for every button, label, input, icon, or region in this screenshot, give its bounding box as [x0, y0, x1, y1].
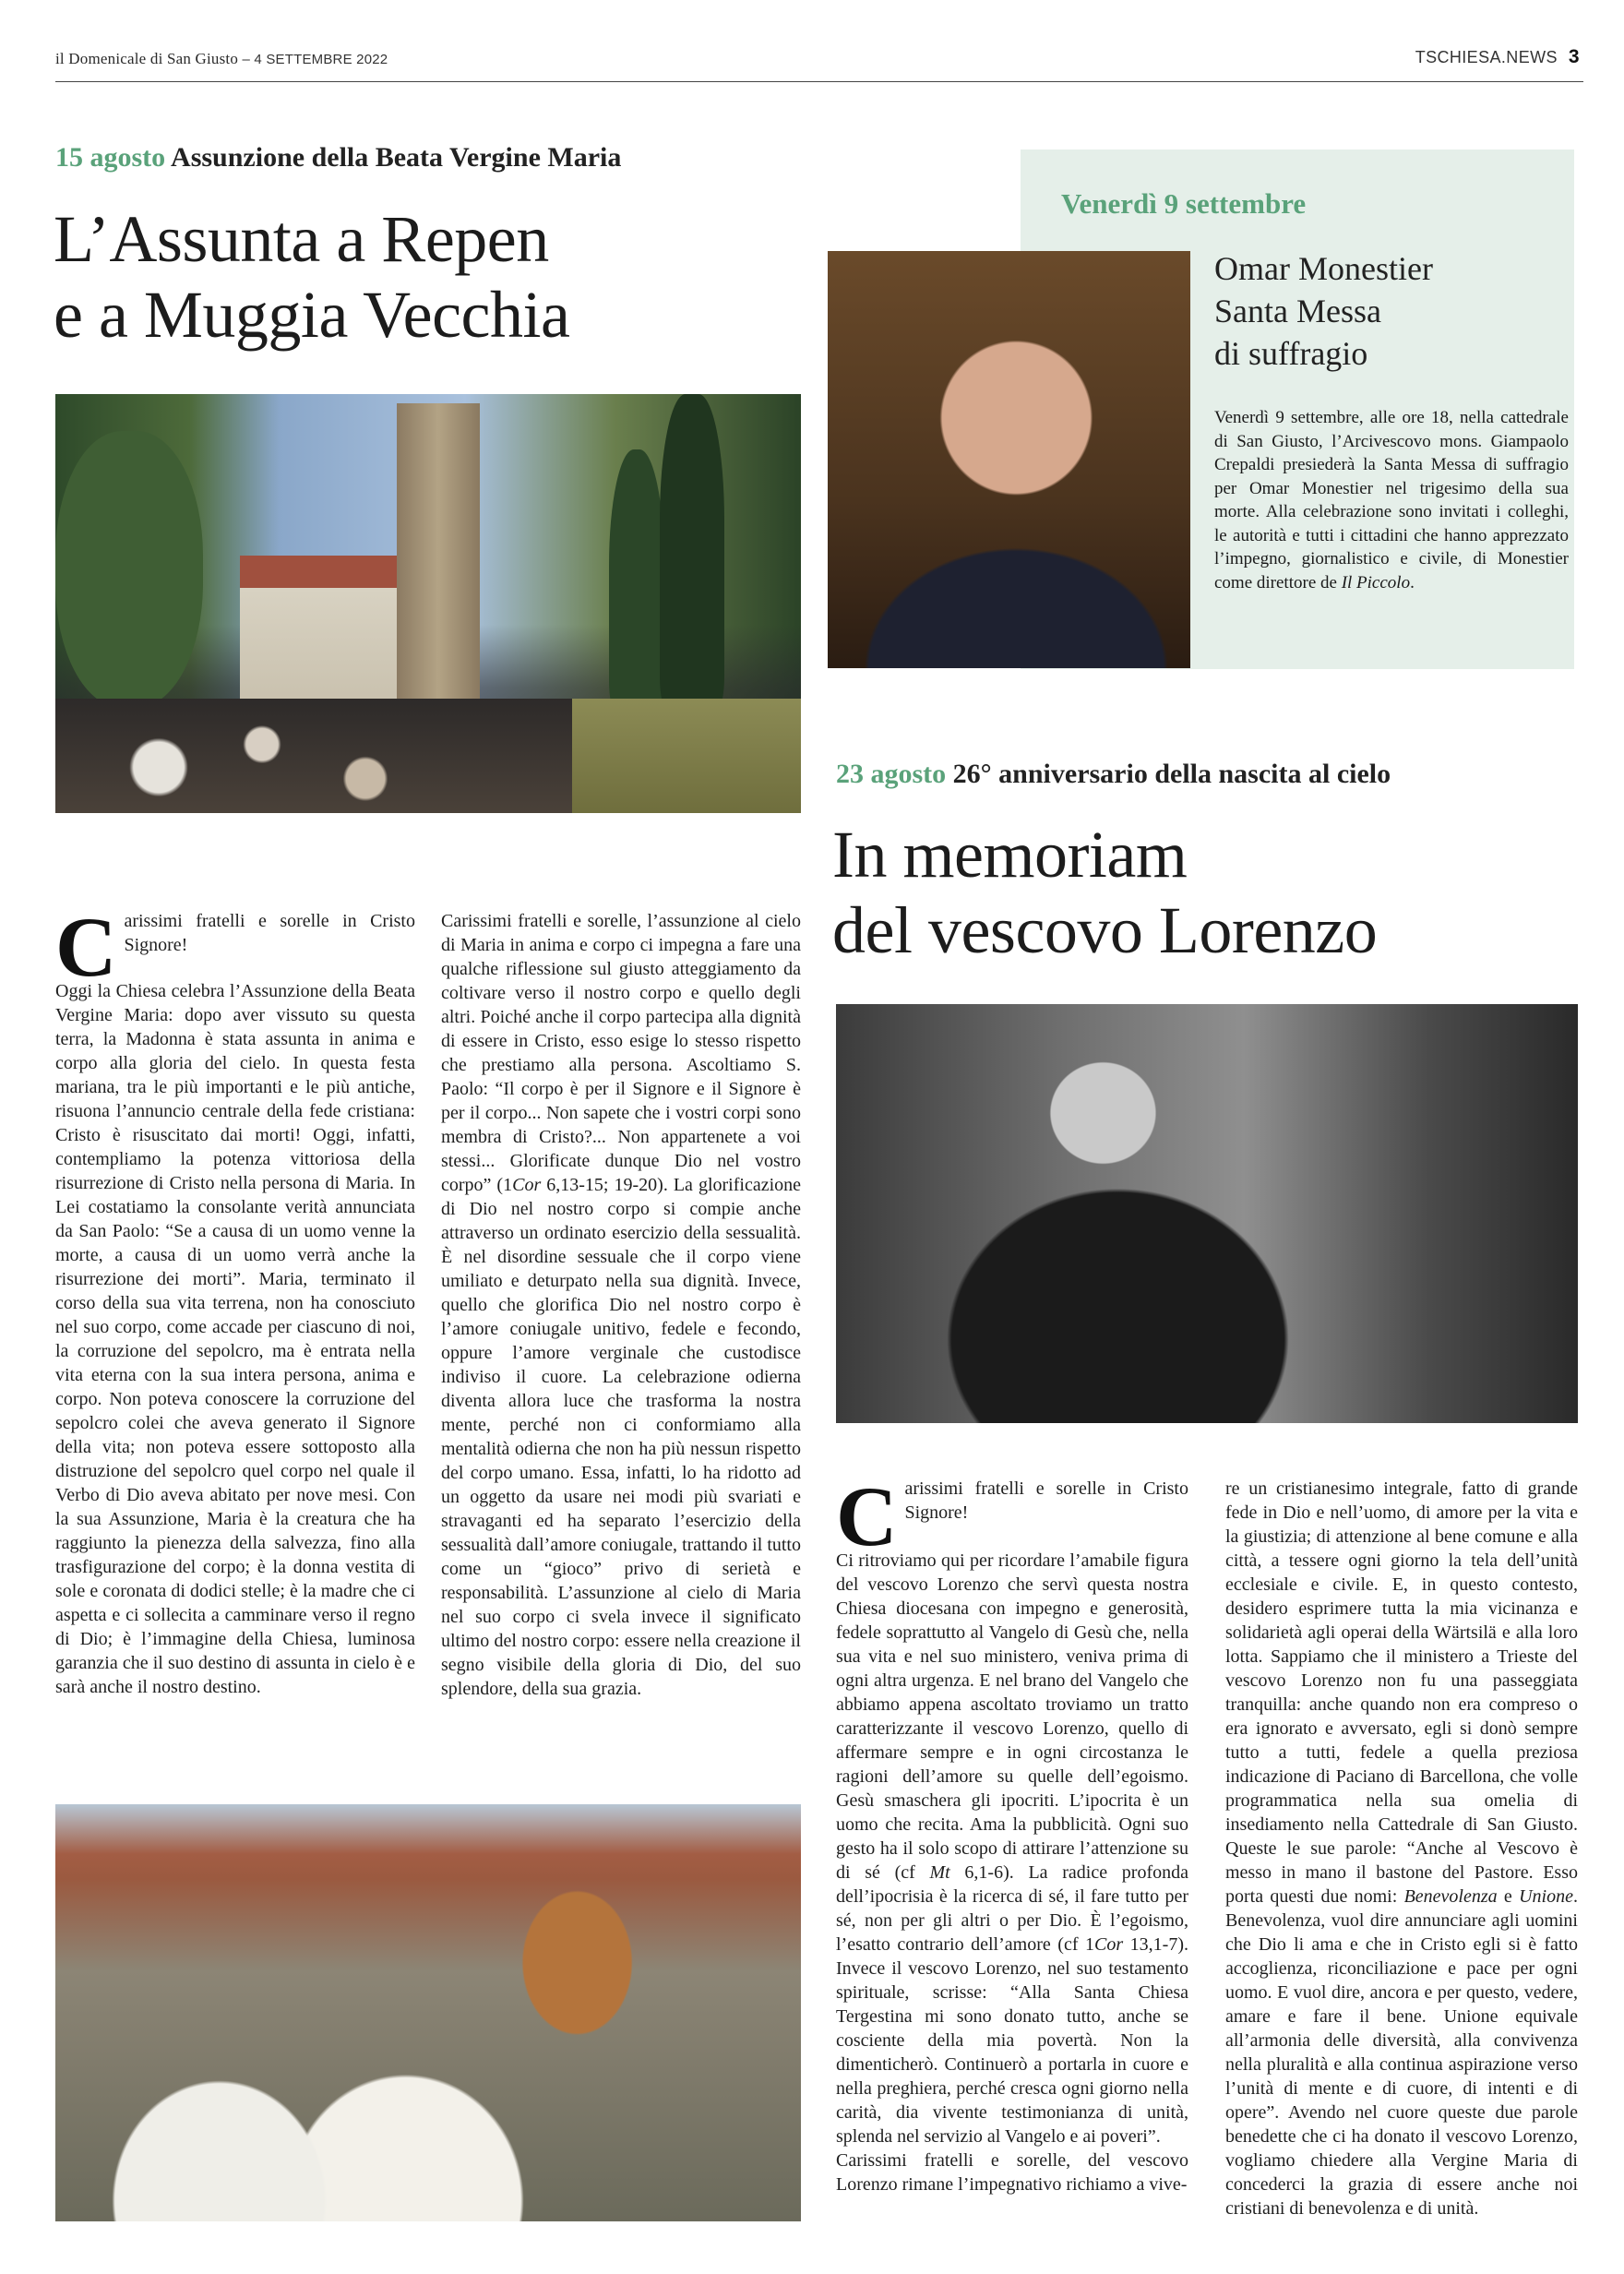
assunta-kicker-date: 15 agosto: [55, 142, 166, 173]
site-header: [1415, 46, 1580, 68]
omar-title: [1214, 247, 1433, 375]
drop-cap: C: [55, 900, 117, 994]
assunta-headline: [54, 201, 810, 353]
assunta-body-2a: Carissimi fratelli e sorelle, l’assunzione al cielo di Maria in anima e corpo ci impegna a fare una qualche riflessione sul giusto atteggiamento da coltivare verso il nostro corpo e quello degli altri. Poiché anche il corpo partecipa alla dignità di essere in Cristo, esso esige lo stesso rispetto che prestiamo alla persona. Ascoltiamo S. Paolo: “Il corpo è per il Signore e il Signore è per il corpo... Non sapete che i vostri corpi sono membra di Cristo?... Non appartenete a voi stessi... Glorificate dunque Dio nel vostro corpo” (1: [441, 911, 801, 1195]
photo-congregation: [55, 699, 572, 813]
omar-title-line2: Santa Messa: [1214, 293, 1381, 329]
photo-tree: [55, 431, 203, 708]
bible-citation: Cor: [1094, 1934, 1124, 1955]
lorenzo-headline-line1: In memoriam: [832, 818, 1188, 892]
bible-citation: Mt: [929, 1862, 950, 1883]
photo-cypress: [660, 394, 724, 708]
header-rule: [55, 81, 1583, 82]
repen-mass-photo: [55, 394, 801, 813]
lorenzo-body-2: [1225, 1477, 1578, 2220]
lorenzo-body-1a: Ci ritroviamo qui per ricordare l’amabile figura del vescovo Lorenzo che servì questa nostra Chiesa diocesana con impegno e generosità, fedele soprattutto al Vangelo di Gesù che, nella sua vita e nel suo ministero, veniva prima di ogni altra urgenza. E nel brano del Vangelo che abbiamo appena ascoltato troviamo un tratto caratterizzante il vescovo Lorenzo, quello di affermare sempre e in ogni circostanza le ragioni dell’amore su quelle dell’egoismo. Gesù smaschera gli ipocriti. L’ipocrita è un uomo che recita. Ama la pubblicità. Ogni suo gesto ha il solo scopo di attirare l’attenzione su di sé (cf: [836, 1550, 1188, 1883]
assunta-body-2b: 6,13-15; 19-20). La glorificazione di Dio nel nostro corpo si compie anche attraverso un ordinato esercizio della sessualità. È nel disordine sessuale che il corpo viene umiliato e deturpato nella sua dignità. Invece, quello che glorifica Dio nel nostro corpo è l’amore coniugale unitivo, fedele e fecondo, oppure l’amore verginale che custodisce indiviso il cuore. La celebrazione odierna diventa allora luce che trasforma la nostra mente, perché non ci conformiamo alla mentalità odierna che non ha più nessun rispetto del corpo umano. Essa, infatti, lo ha ridotto ad un oggetto da usare nei modi più svariati e stravaganti ed ha separato l’esercizio della sessualità dall’amore coniugale, trattando il tutto come un “gioco” privo di serietà e responsabilità. L’assunzione al cielo di Maria nel suo corpo ci svela invece il significato ultimo del nostro corpo: essere nella creazione il segno visibile della gloria di Dio, del suo splendore, della sua grazia.: [441, 1175, 802, 1699]
drop-cap: C: [836, 1469, 898, 1563]
lorenzo-body-1c: 13,1-7). Invece il vescovo Lorenzo, nel suo testamento spirituale, scrisse: “Alla Santa Chiesa Tergestina mi sono donato tutto, anche se cosciente della mia povertà. Non la dimenticherò. Continuerò a portarla in cuore e nella preghiera, perché cresca ogni giorno nella carità, dia vivente testimonianza di unità, splenda nel servizio al Vangelo e ai poveri”.: [836, 1934, 1188, 2147]
omar-body: [1214, 406, 1569, 594]
assunta-headline-line1: L’Assunta a Repen: [54, 202, 549, 276]
muggia-procession-photo: [55, 1804, 801, 2221]
assunta-headline-line2: e a Muggia Vecchia: [54, 278, 570, 352]
omar-kicker: Venerdì 9 settembre: [1061, 187, 1307, 220]
assunta-kicker-title: Assunzione della Beata Vergine Maria: [171, 142, 622, 173]
omar-title-line1: Omar Monestier: [1214, 250, 1433, 287]
assunta-column-1: [55, 900, 415, 1749]
lorenzo-opening: arissimi fratelli e sorelle in Cristo Signore!: [904, 1478, 1188, 1523]
omar-monestier-photo: [828, 251, 1190, 668]
conjunction: e: [1497, 1886, 1520, 1907]
bible-citation: Cor: [512, 1175, 542, 1195]
lorenzo-kicker: [836, 759, 1391, 790]
assunta-opening: arissimi fratelli e sorelle in Cristo Signore!: [124, 911, 415, 955]
omar-title-line3: di suffragio: [1214, 335, 1368, 372]
lorenzo-headline-line2: del vescovo Lorenzo: [832, 893, 1378, 967]
omar-body-text: Venerdì 9 settembre, alle ore 18, nella cattedrale di San Giusto, l’Arcivescovo mons. Giampaolo Crepaldi presiederà la Santa Messa di suffragio per Omar Monestier nel trigesimo della sua morte. Alla celebrazione sono invitati i colleghi, le autorità e tutti i cittadini che hanno apprezzato l’impegno, giornalistico e civile, di Monestier come direttore de: [1214, 408, 1569, 592]
emphasis-benevolenza: Benevolenza: [1403, 1886, 1498, 1907]
site-name: TSCHIESA.NEWS: [1415, 48, 1558, 66]
lorenzo-body-1: [836, 1549, 1188, 2148]
omar-body-end: .: [1410, 572, 1415, 592]
lorenzo-body-2b: . Benevolenza, vuol dire annunciare agli uomini che Dio li ama e che in Cristo egli si è fatto accoglienza, riconciliazione e pace per ogni uomo. E vuol dire, ancora e per questo, vedere, amare e fare il bene. Unione equivale all’armonia delle diversità, alla convivenza nella pluralità e alla continua aspirazione verso l’unità di mente e di cuore, di intenti e di opere”. Avendo nel cuore queste due parole benedette che ci ha donato il vescovo Lorenzo, vogliamo chiedere alla Vergine Maria di concederci la grazia di essere anche noi cristiani di benevolenza e di unità.: [1225, 1886, 1578, 2219]
lorenzo-column-2: [1225, 1477, 1578, 2233]
lorenzo-headline: [832, 817, 1589, 968]
assunta-kicker: [55, 142, 621, 174]
assunta-body-2: [441, 909, 801, 1701]
emphasis-unione: Unione: [1519, 1886, 1573, 1907]
lorenzo-column-1: [836, 1469, 1188, 2233]
bishop-lorenzo-photo: [836, 1004, 1578, 1423]
running-header: [55, 50, 388, 68]
lorenzo-body-1b: 6,1-6). La radice profonda dell’ipocrisia è la ricerca di sé, il fare tutto per sé, non per gli altri o per Dio. È l’egoismo, l’esatto contrario dell’amore (cf 1: [836, 1862, 1188, 1955]
lorenzo-body-1d: Carissimi fratelli e sorelle, del vescovo Lorenzo rimane l’impegnativo richiamo a vive-: [836, 2150, 1188, 2195]
issue-date: – 4 SETTEMBRE 2022: [242, 52, 388, 67]
lorenzo-body-2a: re un cristianesimo integrale, fatto di grande fede in Dio e nell’uomo, di amore per la vita e la giustizia; di attenzione al bene comune e alla città, a tessere ogni giorno la tela dell’unità ecclesiale e civile. E, in questo contesto, desidero esprimere tutta la mia vicinanza e solidarietà agli operai della Wärtsilä e alla loro lotta. Sappiamo che il ministero a Trieste del vescovo Lorenzo non fu una passeggiata tranquilla: anche quando non era compreso o era ignorato e avversato, egli si donò sempre tutto a tutti, fedele a quella preziosa indicazione di Paciano di Barcellona, che volle programmatica nella sua omelia di insediamento nella Cattedrale di San Giusto. Queste le sue parole: “Anche al Vescovo è messo in mano il bastone del Pastore. Esso porta questi due nomi:: [1225, 1478, 1578, 1907]
photo-cypress: [609, 449, 664, 708]
assunta-column-2: [441, 909, 801, 1749]
publication-name: il Domenicale di San Giusto: [55, 50, 239, 67]
lorenzo-kicker-title: 26° anniversario della nascita al cielo: [952, 759, 1391, 789]
photo-bell-tower: [397, 403, 480, 708]
page-number: 3: [1568, 46, 1580, 67]
lorenzo-kicker-date: 23 agosto: [836, 759, 947, 789]
newspaper-name: Il Piccolo: [1341, 572, 1411, 592]
assunta-body-1: Oggi la Chiesa celebra l’Assunzione della Beata Vergine Maria: dopo aver vissuto su questa terra, la Madonna è stata assunta in anima e corpo alla gloria del cielo. In questa festa mariana, tra le più importanti e le più antiche, risuona l’annuncio centrale della fede cristiana: Cristo è risuscitato dai morti! Oggi, infatti, contempliamo la potenza vittoriosa della risurrezione di Cristo nella persona di Maria. In Lei costatiamo la consolante verità annunciata da San Paolo: “Se a causa di un uomo venne la morte, a causa di un uomo verrà anche la risurrezione dei morti”. Maria, terminato il corso della sua vita terrena, non ha conosciuto nel suo corpo, come accade per ciascuno di noi, la corruzione del sepolcro, ma è entrata nella vita eterna con la sua intera persona, anima e corpo. Non poteva conoscere la corruzione del sepolcro colei che aveva generato il Signore della vita; non poteva essere sottoposto alla distruzione del sepolcro quel corpo nel quale il Verbo di Dio aveva abitato per nove mesi. Con la sua Assunzione, Maria è la creatura che ha raggiunto la pienezza della salvezza, fino alla trasfigurazione del corpo; è la donna vestita di sole e coronata di dodici stelle; è la madre che ci aspetta e ci sollecita a camminare verso il regno di Dio; è l’immagine della Chiesa, luminosa garanzia che il suo destino di assunta in cielo è e sarà anche il nostro destino.: [55, 981, 415, 1697]
